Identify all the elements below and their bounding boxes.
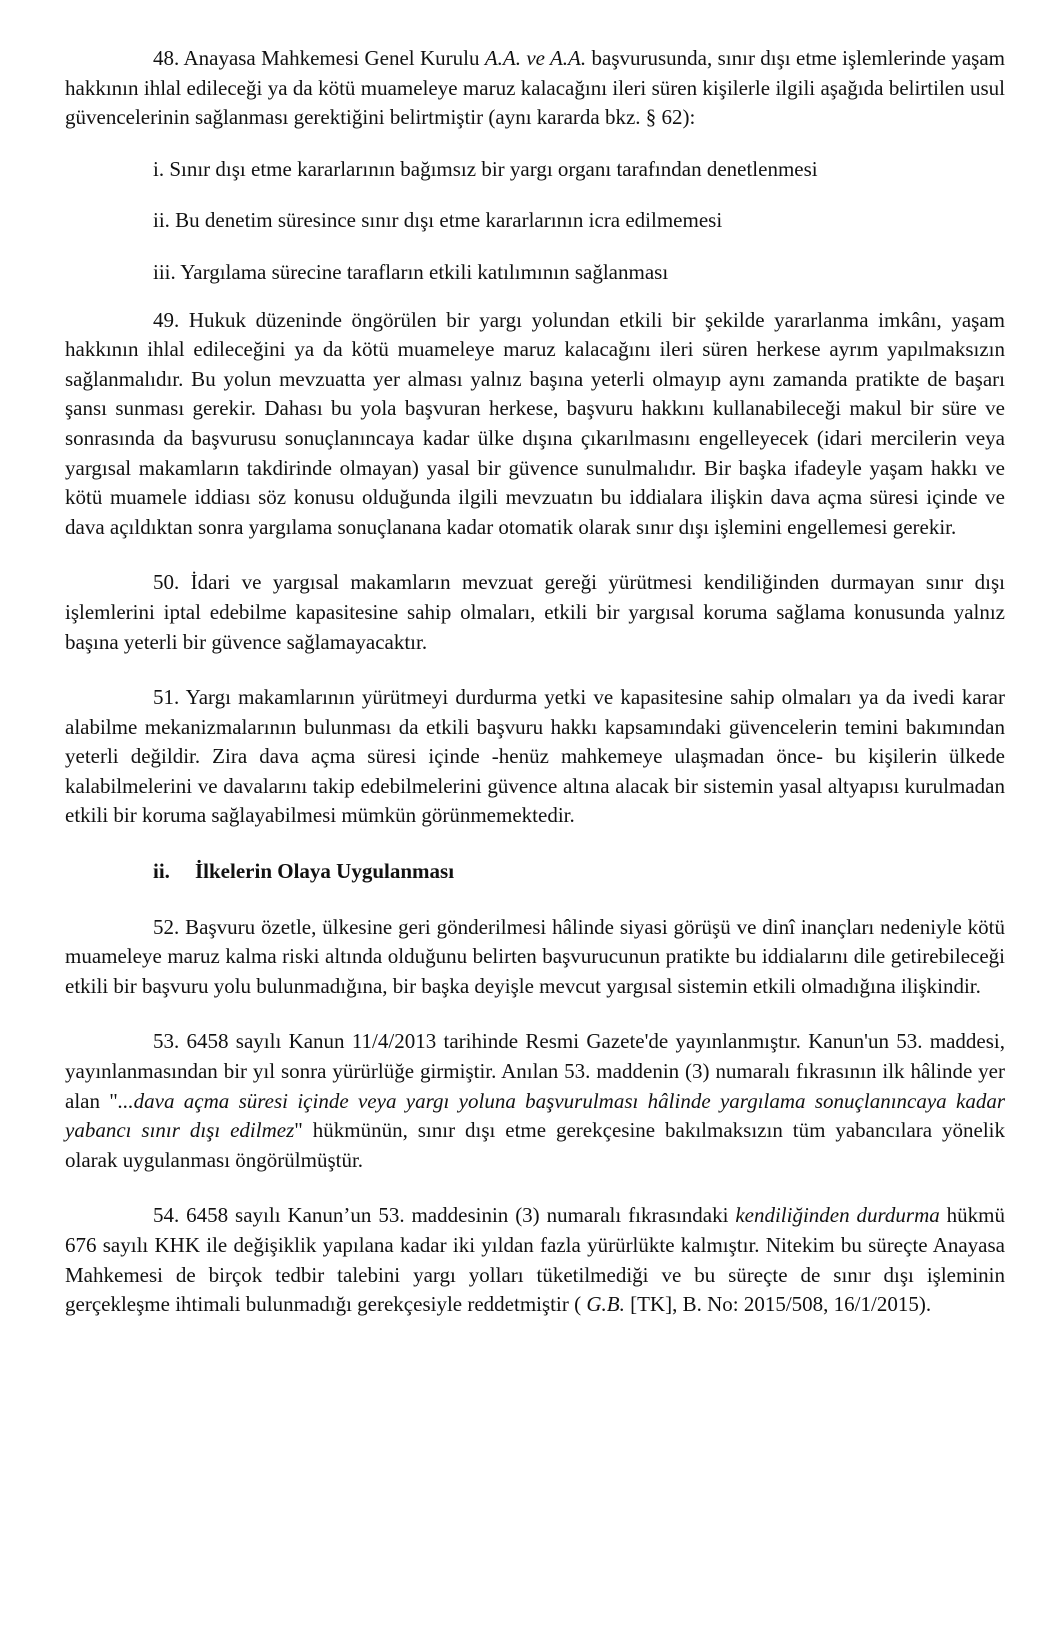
quoted-provision-italic: ...dava açma süresi içinde veya yargı yoluna başvurulması hâlinde yargılama sonuçlanıncaya kadar yabancı sınır dışı edilmez (65, 1088, 1005, 1143)
section-heading-text: İlkelerin Olaya Uygulanması (195, 859, 455, 884)
paragraph-54-text-c: hükmü 676 sayılı KHK ile değişiklik yapılana kadar iki yıldan fazla yürürlükte kalmıştır. Nitekim bu süreçte Anayasa Mahkemesi de birçok tedbir talebini yargı yolları tüketilmediği ve bu süreçte de sınır dışı işleminin gerçekleşme ihtimali bulunmadığı gerekçesiyle reddetmiştir ( (65, 1203, 1005, 1317)
section-heading-number: ii. (153, 859, 170, 884)
document-page (65, 44, 1005, 1320)
paragraph-54-text-e: [TK], B. No: 2015/508, 16/1/2015). (624, 1292, 932, 1317)
paragraph-49: 49. Hukuk düzeninde öngörülen bir yargı yolundan etkili bir şekilde yararlanma imkânı, yaşam hakkının ihlal edileceğini ya da kötü muameleye maruz kalacağını ileri süren herkese ayrım yapılmaksızın sağlanmalıdır. Bu yolun mevzuatta yer alması yalnız başına yeterli olmayıp aynı zamanda pratikte de başarı şansı sunması gerekir. Dahası bu yola başvuran herkese, başvuru hakkını kullanabileceği makul bir süre ve sonrasında da başvurusu sonuçlanıncaya kadar ülke dışına çıkarılmasını engelleyecek (idari mercilerin veya yargısal makamların takdirinde olmayan) yasal bir güvence sunulmalıdır. Bir başka ifadeyle yaşam hakkı ve kötü muamele iddiası söz konusu olduğunda ilgili mevzuatın bu iddialara ilişkin dava açma süresi içinde ve dava açıldıktan sonra yargılama sonuçlanana kadar otomatik olarak sınır dışı işlemini engellemesi gerekir. (65, 307, 1005, 539)
paragraph-50: 50. İdari ve yargısal makamların mevzuat gereği yürütmesi kendiliğinden durmayan sınır dışı işlemlerini iptal edebilme kapasitesine sahip olmaları, etkili bir yargısal koruma sağlama konusunda yalnız başına yeterli bir güvence sağlamayacaktır. (65, 570, 1005, 654)
list-item: iii. Yargılama sürecine tarafların etkili katılımının sağlanması (153, 259, 669, 284)
paragraph-51: 51. Yargı makamlarının yürütmeyi durdurma yetki ve kapasitesine sahip olmaları ya da ivedi karar alabilme mekanizmalarının bulunması da etkili başvuru hakkı kapsamındaki güvencelerin temini bakımından yeterli değildir. Zira dava açma süresi içinde -henüz mahkemeye ulaşmadan önce- bu kişilerin ülkede kalabilmelerini ve davalarını takip edebilmelerini güvence altına alacak bir sistemin yasal altyapısı kurulmadan etkili bir koruma sağlayabilmesi mümkün görünmemektedir. (65, 685, 1005, 828)
term-italic: kendiliğinden durdurma (735, 1203, 940, 1228)
paragraph-48-text-a: 48. Anayasa Mahkemesi Genel Kurulu (153, 46, 485, 70)
paragraph-53-text-c: " hükmünün, sınır dışı etme gerekçesine bakılmaksızın tüm yabancılara yönelik olarak uygulanması öngörülmüştür. (65, 1118, 1006, 1172)
list-item: i. Sınır dışı etme kararlarının bağımsız bir yargı organı tarafından denetlenmesi (153, 156, 818, 181)
paragraph-53-text-a: 53. 6458 sayılı Kanun 11/4/2013 tarihinde Resmi Gazete'de yayınlanmıştır. Kanun'un 53. maddesi, yayınlanmasından bir yıl sonra yürürlüğe girmiştir. Anılan 53. maddenin (3) numaralı fıkrasının ilk hâlinde yer alan " (65, 1029, 1005, 1113)
paragraph-48 (65, 44, 1005, 133)
case-name-italic: G.B. (586, 1292, 625, 1317)
paragraph-54 (65, 1201, 1005, 1319)
paragraph-52: 52. Başvuru özetle, ülkesine geri gönderilmesi hâlinde siyasi görüşü ve dinî inançları nedeniyle kötü muameleye maruz kalma riski altında olduğunu belirten başvurucunun pratikte bu iddialarını dile getirebileceği etkili bir başvuru yolu bulunmadığına, bir başka deyişle mevcut yargısal sistemin etkili olmadığına ilişkindir. (65, 914, 1005, 998)
paragraph-48-text-c: başvurusunda, sınır dışı etme işlemlerinde yaşam hakkının ihlal edileceği ya da kötü muameleye maruz kalacağını ileri süren kişilerle ilgili aşağıda belirtilen usul güvencelerinin sağlanması gerektiğini belirtmiştir (aynı kararda bkz. § 62): (65, 46, 1005, 130)
paragraph-53 (65, 1027, 1005, 1175)
paragraph-54-text-a: 54. 6458 sayılı Kanun’un 53. maddesinin (3) numaralı fıkrasındaki (153, 1203, 736, 1228)
case-name-italic: A.A. ve A.A. (484, 46, 587, 70)
list-item: ii. Bu denetim süresince sınır dışı etme kararlarının icra edilmemesi (153, 208, 723, 233)
section-heading (65, 857, 1005, 887)
